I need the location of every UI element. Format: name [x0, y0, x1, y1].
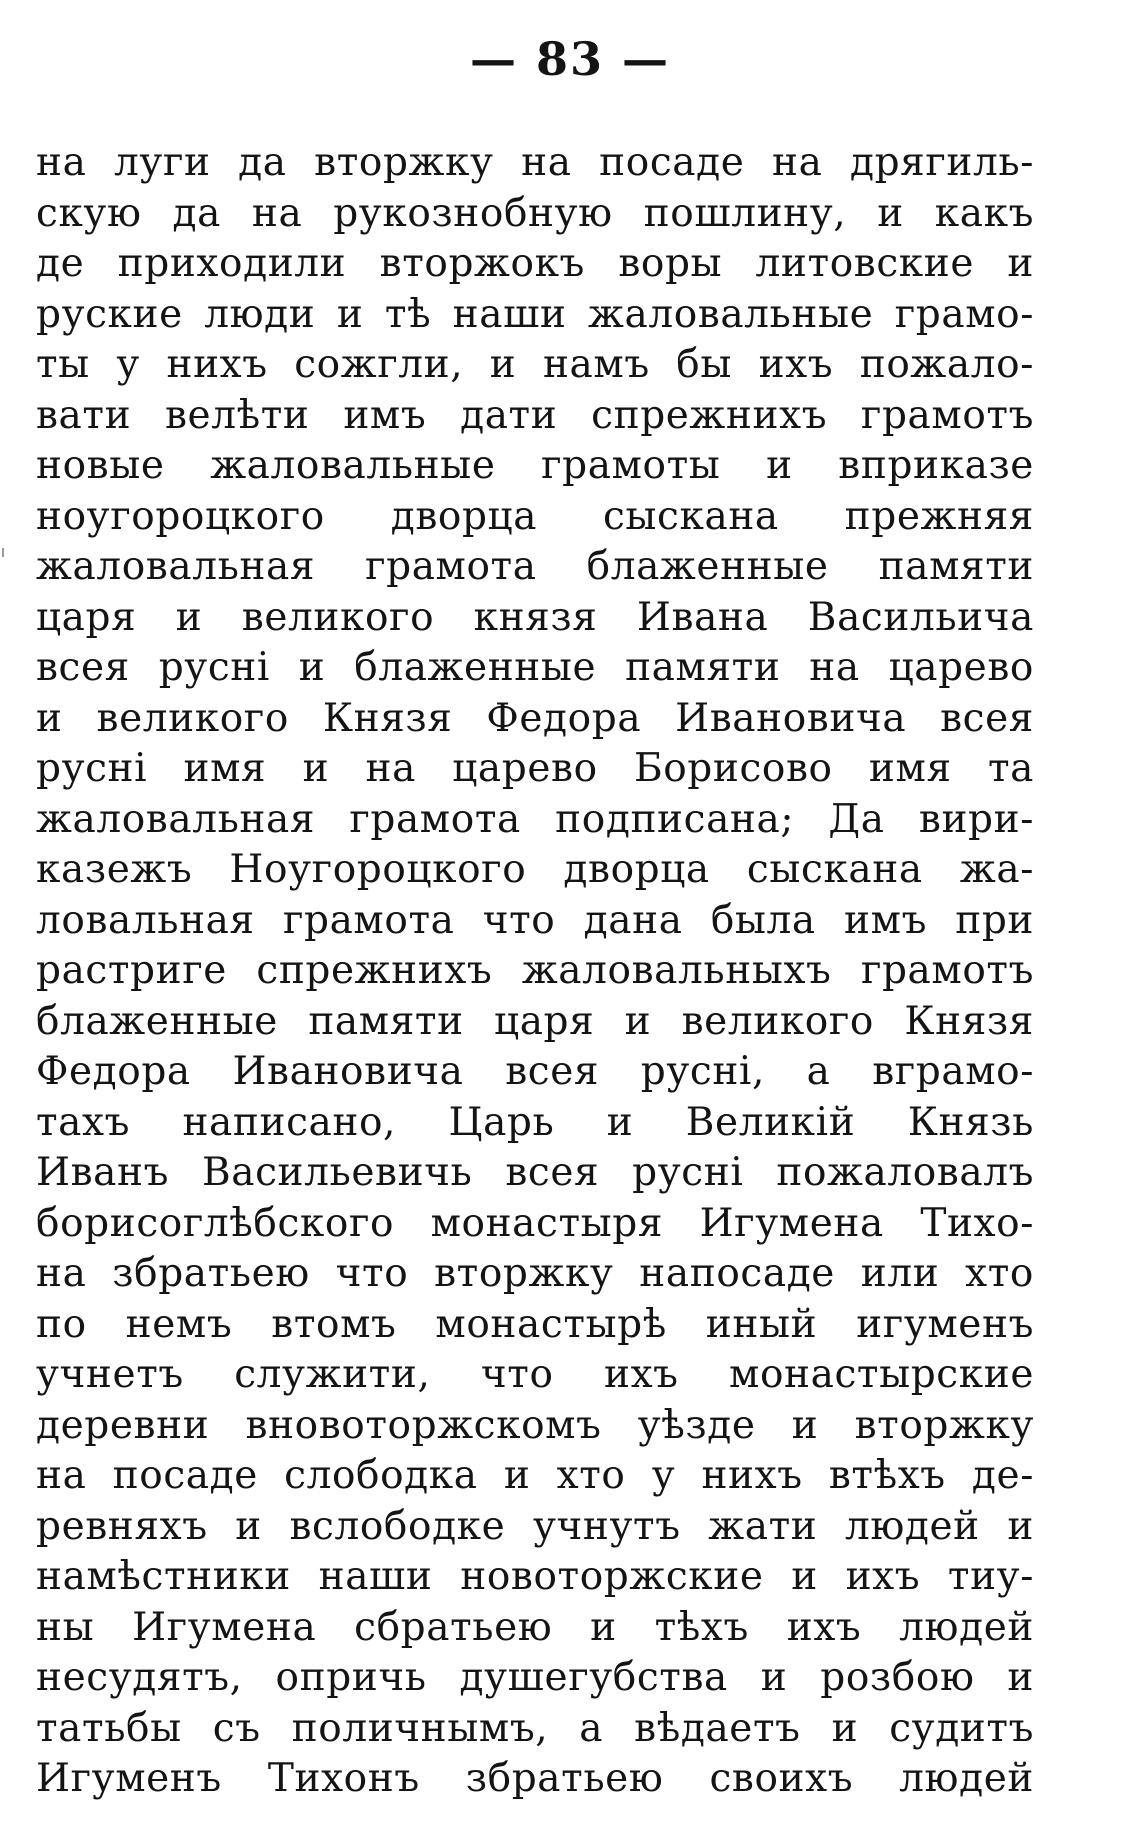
text-line: русні имя и на царево Борисово имя та	[36, 746, 1034, 791]
text-line: казежъ Ноугороцкого дворца сыскана жа-	[36, 847, 1034, 892]
page-number: — 83 —	[469, 32, 671, 86]
text-line: Федора Ивановича всея русні, а вграмо-	[36, 1049, 1034, 1094]
text-line: несудятъ, опричь душегубства и розбою и	[36, 1655, 1034, 1700]
text-line: ны Игумена сбратьею и тѣхъ ихъ людей	[36, 1604, 1034, 1650]
text-line: растриге спрежнихъ жаловальныхъ грамотъ	[36, 948, 1034, 993]
text-line: на луги да вторжку на посаде на дрягиль-	[36, 140, 1034, 185]
text-line: борисоглѣбского монастыря Игумена Тихо-	[36, 1200, 1034, 1246]
text-line: тахъ написано, Царь и Великій Князь	[36, 1099, 1034, 1145]
text-line: ловальная грамота что дана была имъ при	[36, 897, 1034, 943]
text-line: ревняхъ и вслободке учнутъ жати людей и	[36, 1503, 1034, 1549]
text-line: и великого Князя Федора Ивановича всея	[36, 695, 1034, 741]
text-line: жаловальная грамота подписана; Да вири-	[36, 796, 1034, 842]
text-line: ты у нихъ сожгли, и намъ бы ихъ пожало-	[36, 342, 1034, 387]
text-line: татьбы съ поличнымъ, а вѣдаетъ и судитъ	[36, 1705, 1034, 1751]
text-line: скую да на рукознобную пошлину, и какъ	[36, 190, 1034, 236]
text-line: блаженные памяти царя и великого Князя	[36, 998, 1034, 1044]
text-line: на посаде слободка и хто у нихъ втѣхъ де-	[36, 1453, 1034, 1498]
text-line: царя и великого князя Ивана Васильича	[36, 594, 1034, 640]
text-line: Иванъ Васильевичь всея русні пожаловалъ	[36, 1150, 1034, 1195]
text-line: деревни вновоторжскомъ уѣзде и вторжку	[36, 1402, 1034, 1448]
text-line: намѣстники наши новоторжские и ихъ тиу-	[36, 1554, 1034, 1599]
text-line: новые жаловальные грамоты и вприказе	[36, 443, 1034, 488]
text-line: по немъ втомъ монастырѣ иный игуменъ	[36, 1301, 1034, 1347]
body-text	[36, 138, 1034, 1805]
text-line: на збратьею что вторжку напосаде или хто	[36, 1251, 1034, 1296]
text-line: жаловальная грамота блаженные памяти	[36, 544, 1034, 589]
text-line: руские люди и тѣ наши жаловальные грамо-	[36, 291, 1034, 337]
text-line: учнетъ служити, что ихъ монастырские	[36, 1352, 1034, 1397]
margin-mark	[2, 548, 4, 557]
text-line: ноугороцкого дворца сыскана прежняя	[36, 493, 1034, 539]
text-line: всея русні и блаженные памяти на царево	[36, 645, 1034, 690]
text-line: вати велѣти имъ дати спрежнихъ грамотъ	[36, 392, 1034, 438]
text-line: Игуменъ Тихонъ збратьею своихъ людей	[36, 1756, 1034, 1801]
text-line: де приходили вторжокъ воры литовские и	[36, 241, 1034, 286]
